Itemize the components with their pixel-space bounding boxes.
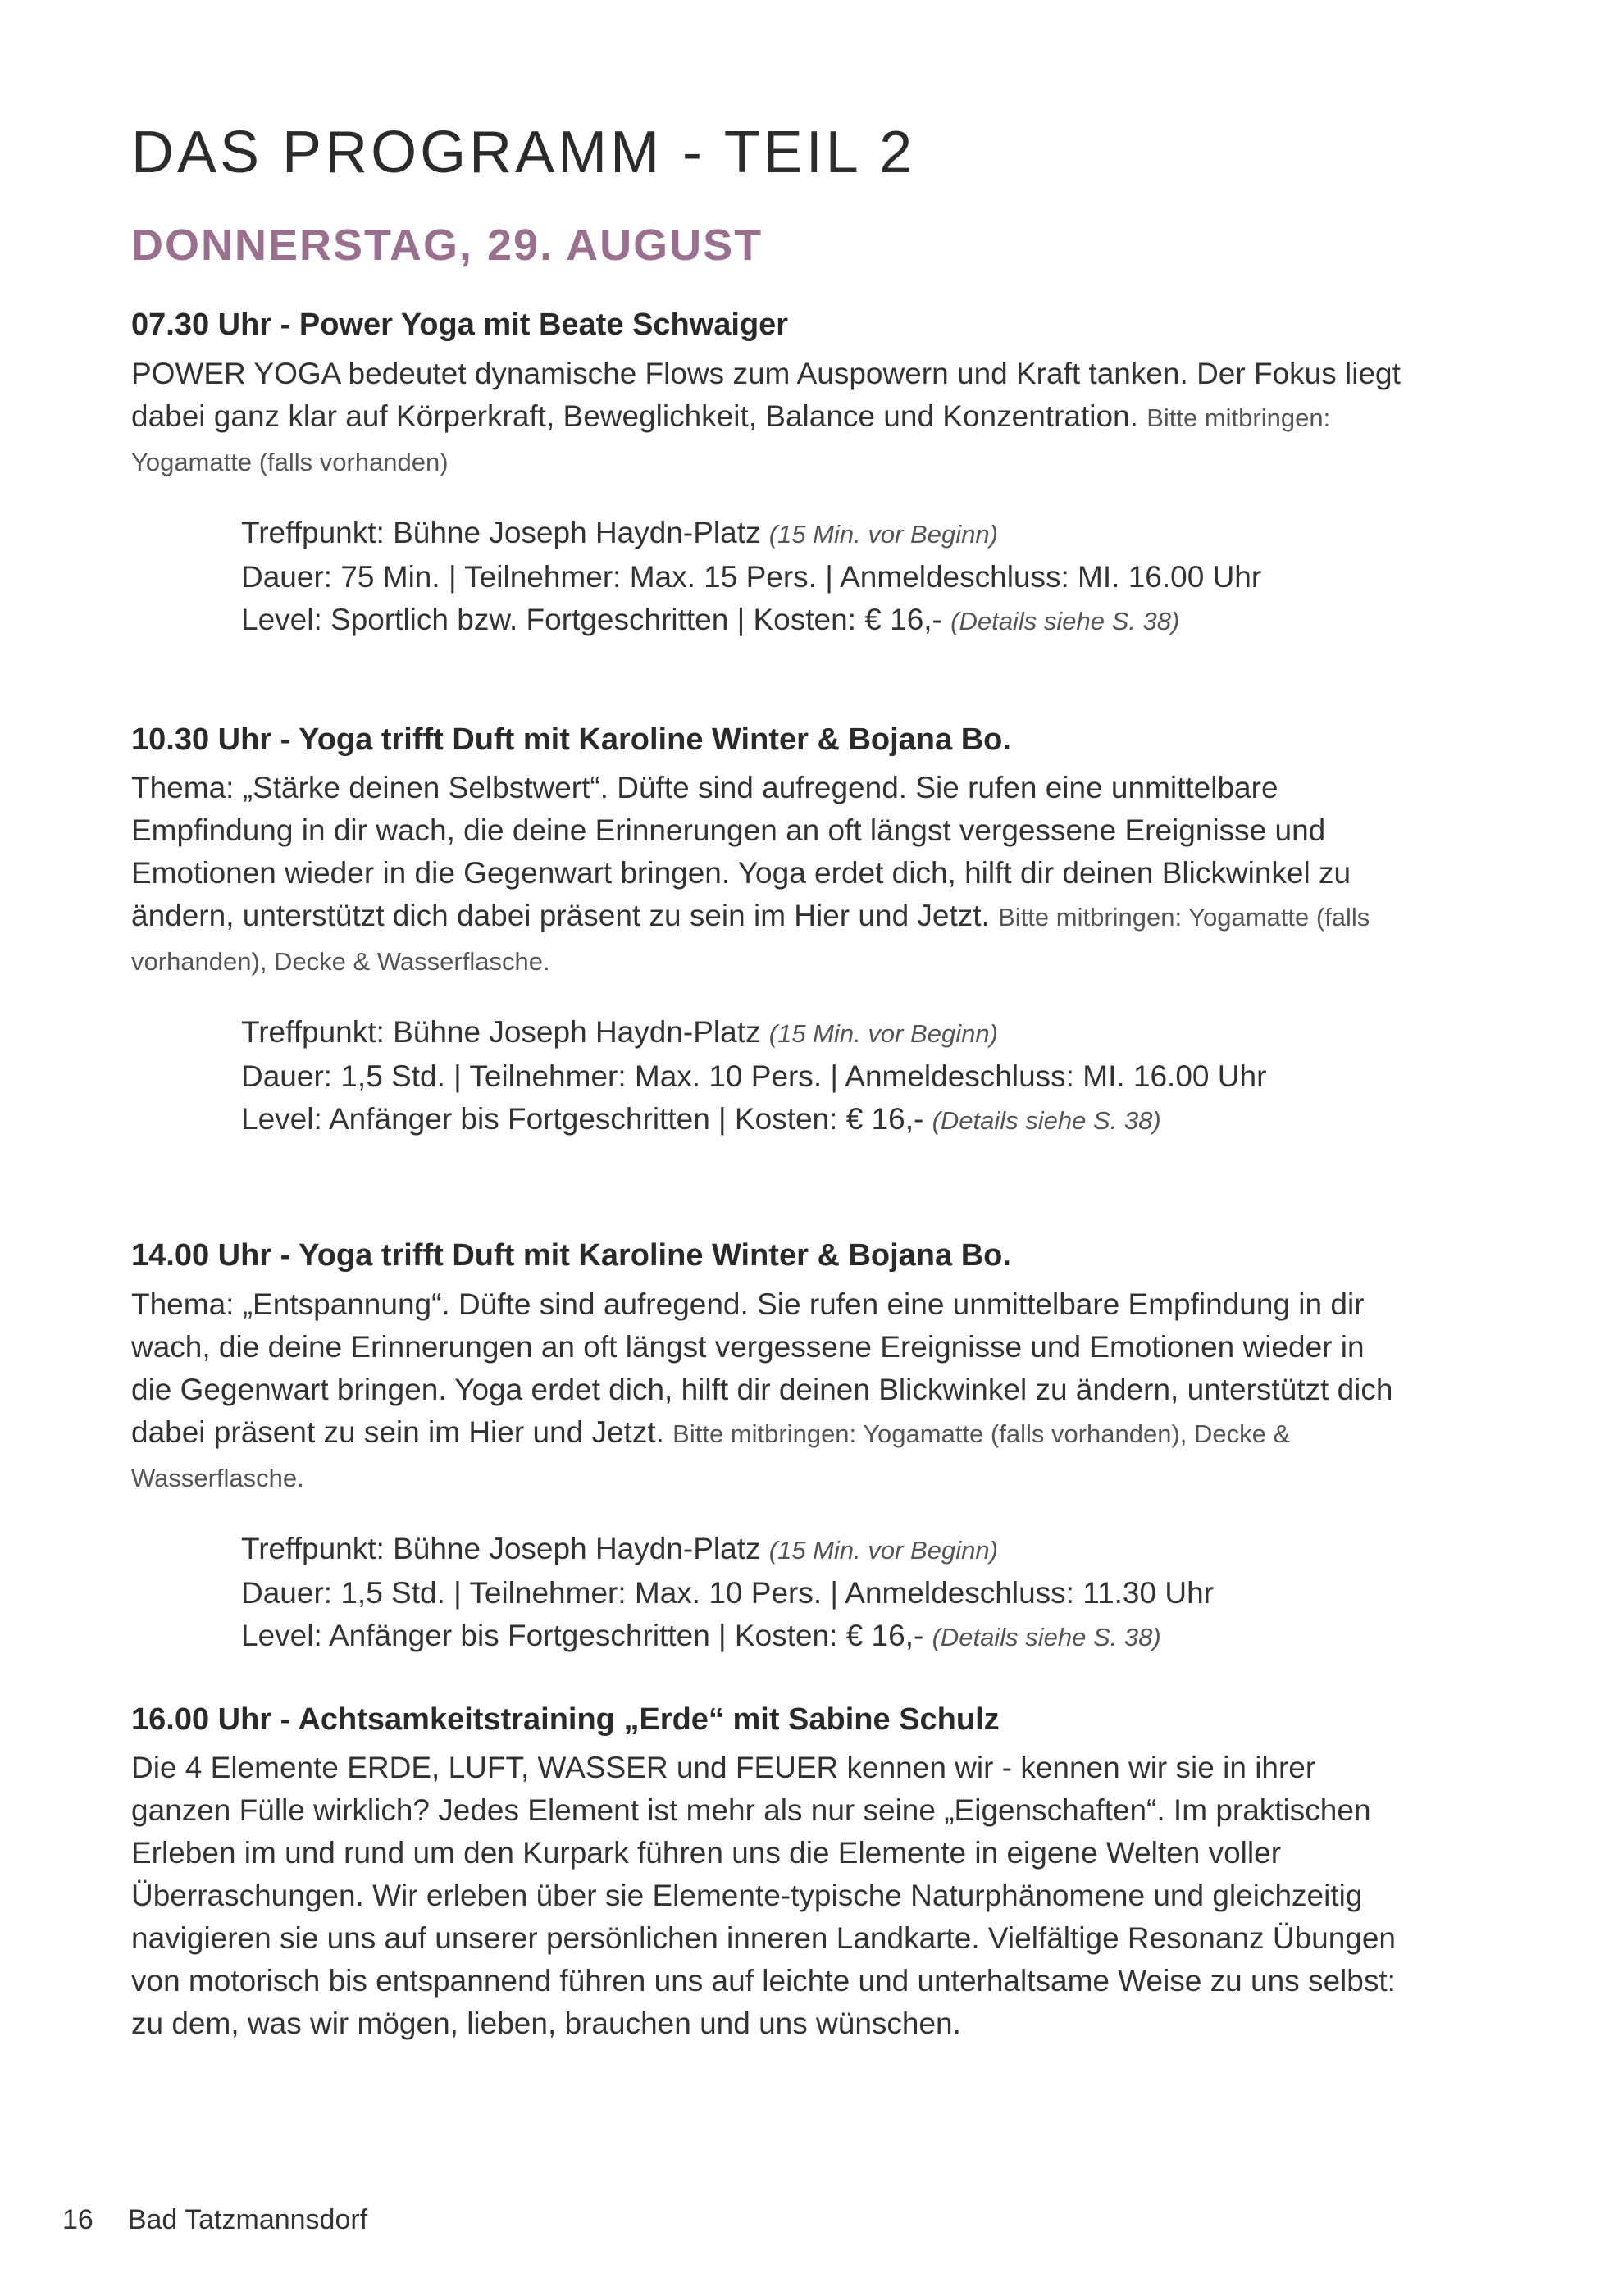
page-number: 16 <box>62 2204 93 2235</box>
program-page <box>131 120 1411 2045</box>
footer-location: Bad Tatzmannsdorf <box>127 2204 368 2235</box>
meeting-point-line <box>241 1528 1411 1572</box>
meeting-note: (15 Min. vor Beginn) <box>768 519 998 549</box>
duration-line: Dauer: 1,5 Std. | Teilnehmer: Max. 10 Pers. | Anmeldeschluss: 11.30 Uhr <box>241 1575 1214 1610</box>
event-details <box>241 1528 1411 1659</box>
meeting-point-line <box>241 1011 1411 1055</box>
meeting-point-line <box>241 512 1411 556</box>
level-line <box>241 599 1411 643</box>
level-line <box>241 1615 1411 1659</box>
meeting-point: Treffpunkt: Bühne Joseph Haydn-Platz <box>241 515 761 549</box>
bring-along-note: Bitte mitbringen: Yogamatte (falls vorhanden), Decke & Wasserflasche. <box>131 903 1370 977</box>
meeting-note: (15 Min. vor Beginn) <box>768 1535 998 1565</box>
page-title: DAS PROGRAMM - TEIL 2 <box>131 120 916 185</box>
bring-along-note: Bitte mitbringen: Yogamatte (falls vorhanden) <box>131 403 1331 476</box>
page-footer <box>62 2206 367 2234</box>
event-description <box>131 353 1411 484</box>
level-cost: Level: Anfänger bis Fortgeschritten | Kosten: € 16,- <box>241 1618 924 1652</box>
level-cost: Level: Anfänger bis Fortgeschritten | Kosten: € 16,- <box>241 1102 924 1137</box>
duration-line: Dauer: 1,5 Std. | Teilnehmer: Max. 10 Pers. | Anmeldeschluss: MI. 16.00 Uhr <box>241 1059 1267 1094</box>
details-note: (Details siehe S. 38) <box>950 606 1180 636</box>
event-description: Die 4 Elemente ERDE, LUFT, WASSER und FEUER kennen wir - kennen wir sie in ihrer ganzen Fülle wirklich? Jedes Element ist mehr als nur seine „Eigenschaften“. Im praktischen Erleben im und rund um den Kurpark führen uns die Elemente in eigene Welten voller Überraschungen. Wir erleben über sie Elemente-typische Naturphänomene und gleichzeitig navigieren sie uns auf unserer persönlichen inneren Landkarte. Vielfältige Resonanz Übungen von motorisch bis entspannend führen uns auf leichte und unterhaltsame Weise zu uns selbst: zu dem, was wir mögen, lieben, brauchen und uns wünschen. <box>131 1751 1397 2041</box>
level-cost: Level: Sportlich bzw. Fortgeschritten | Kosten: € 16,- <box>241 602 942 636</box>
event-details <box>241 512 1411 643</box>
event-title: 16.00 Uhr - Achtsamkeitstraining „Erde“ mit Sabine Schulz <box>131 1702 1000 1737</box>
details-note: (Details siehe S. 38) <box>932 1106 1161 1136</box>
event-power-yoga <box>131 307 1411 643</box>
event-description-text: POWER YOGA bedeutet dynamische Flows zum Auspowern und Kraft tanken. Der Fokus liegt dabei ganz klar auf Körperkraft, Beweglichkeit, Balance und Konzentration. <box>131 356 1401 433</box>
meeting-point: Treffpunkt: Bühne Joseph Haydn-Platz <box>241 1531 761 1565</box>
day-heading: DONNERSTAG, 29. AUGUST <box>131 221 763 270</box>
event-description-text: Thema: „Stärke deinen Selbstwert“. Düfte sind aufregend. Sie rufen eine unmittelbare Empfindung in dir wach, die deine Erinnerungen an oft längst vergessene Ereignisse und Emotionen wieder in die Gegenwart bringen. Yoga erdet dich, hilft dir deinen Blickwinkel zu ändern, unterstützt dich dabei präsent zu sein im Hier und Jetzt. <box>131 771 1351 933</box>
meeting-note: (15 Min. vor Beginn) <box>768 1019 998 1049</box>
event-description-text: Thema: „Entspannung“. Düfte sind aufregend. Sie rufen eine unmittelbare Empfindung in dir wach, die deine Erinnerungen an oft längst vergessene Ereignisse und Emotionen wieder in die Gegenwart bringen. Yoga erdet dich, hilft dir deinen Blickwinkel zu ändern, unterstützt dich dabei präsent zu sein im Hier und Jetzt. <box>131 1287 1393 1449</box>
event-title: 07.30 Uhr - Power Yoga mit Beate Schwaiger <box>131 308 789 342</box>
bring-along-note: Bitte mitbringen: Yogamatte (falls vorhanden), Decke & Wasserflasche. <box>131 1419 1291 1492</box>
level-line <box>241 1098 1411 1142</box>
event-yoga-duft-1030 <box>131 722 1411 1143</box>
event-achtsamkeit-erde <box>131 1702 1411 2046</box>
duration-line: Dauer: 75 Min. | Teilnehmer: Max. 15 Pers. | Anmeldeschluss: MI. 16.00 Uhr <box>241 559 1262 594</box>
event-description <box>131 1283 1411 1500</box>
meeting-point: Treffpunkt: Bühne Joseph Haydn-Platz <box>241 1015 761 1050</box>
event-description <box>131 767 1411 983</box>
details-note: (Details siehe S. 38) <box>932 1622 1161 1651</box>
event-title: 14.00 Uhr - Yoga trifft Duft mit Karoline Winter & Bojana Bo. <box>131 1238 1011 1273</box>
event-title: 10.30 Uhr - Yoga trifft Duft mit Karoline Winter & Bojana Bo. <box>131 722 1011 757</box>
event-yoga-duft-1400 <box>131 1237 1411 1659</box>
event-details <box>241 1011 1411 1142</box>
